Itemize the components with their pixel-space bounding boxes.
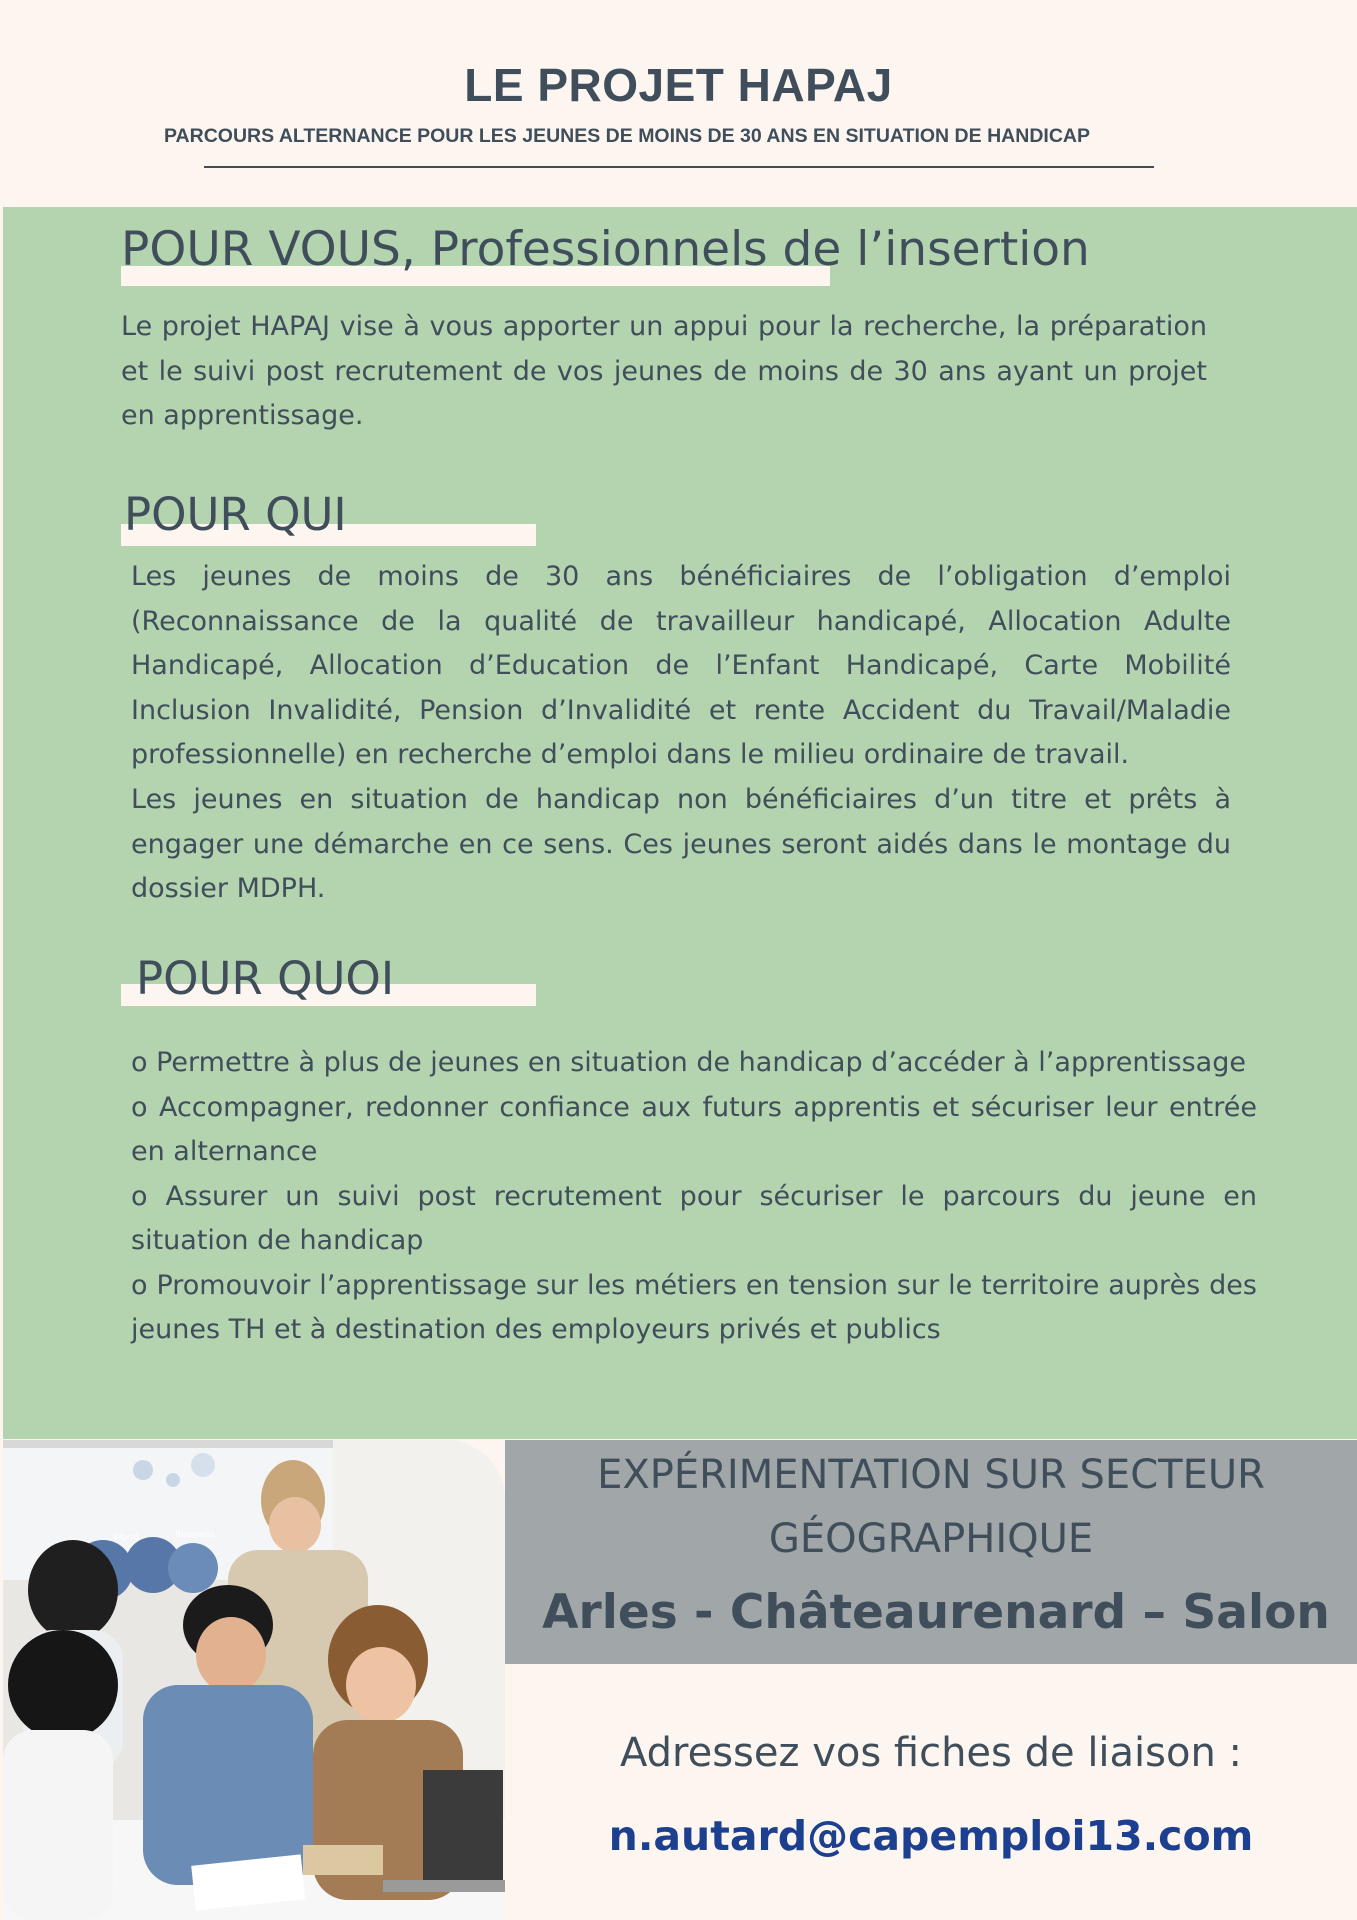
experimentation-title-line2: GÉOGRAPHIQUE <box>768 1516 1094 1562</box>
list-item: o Accompagner, redonner confiance aux futurs apprentis et sécuriser leur entrée en alternance <box>131 1091 1257 1167</box>
page-header <box>0 0 1357 206</box>
page-title: LE PROJET HAPAJ <box>464 59 893 111</box>
experimentation-title-line1: EXPÉRIMENTATION SUR SECTEUR <box>597 1452 1265 1498</box>
contact-label: Adressez vos fiches de liaison : <box>619 1730 1243 1776</box>
objectives-list <box>131 1041 1257 1353</box>
paragraph-pour-qui-2: Les jeunes en situation de handicap non bénéficiaires d’un titre et prêts à engager une démarche en ce sens. Ces jeunes seront aidés dans le montage du dossier MDPH. <box>131 784 1231 904</box>
board-label-world: World <box>113 1533 139 1543</box>
board-label-business: Business <box>175 1530 215 1540</box>
contact-email-link[interactable]: n.autard@capemploi13.com <box>608 1812 1254 1860</box>
header-divider <box>204 166 1154 168</box>
cities-list: Arles - Châteaurenard – Salon <box>542 1585 1330 1640</box>
list-item: o Assurer un suivi post recrutement pour sécuriser le parcours du jeune en situation de handicap <box>131 1180 1257 1256</box>
list-item: o Permettre à plus de jeunes en situation de handicap d’accéder à l’apprentissage <box>131 1047 1246 1078</box>
paragraph-pour-vous: Le projet HAPAJ vise à vous apporter un appui pour la recherche, la préparation et le suivi post recrutement de vos jeunes de moins de 30 ans ayant un projet en apprentissage. <box>121 311 1207 431</box>
list-item: o Promouvoir l’apprentissage sur les métiers en tension sur le territoire auprès des jeunes TH et à destination des employeurs privés et publics <box>131 1269 1257 1345</box>
page-subtitle: PARCOURS ALTERNANCE POUR LES JEUNES DE MOINS DE 30 ANS EN SITUATION DE HANDICAP <box>164 125 1090 147</box>
heading-pour-qui: POUR QUI <box>124 488 347 541</box>
heading-pour-vous: POUR VOUS, Professionnels de l’insertion <box>121 222 1090 277</box>
students-photo <box>3 1440 505 1920</box>
heading-pour-quoi: POUR QUOI <box>136 952 395 1005</box>
students-illustration <box>3 1440 505 1920</box>
paragraph-pour-qui-1: Les jeunes de moins de 30 ans bénéficiaires de l’obligation d’emploi (Reconnaissance de la qualité de travailleur handicapé, Allocation Adulte Handicapé, Allocation d’Education de l’Enfant Handicapé, Carte Mobilité Inclusion Invalidité, Pension d’Invalidité et rente Accident du Travail/Maladie professionnelle) en recherche d’emploi dans le milieu ordinaire de travail. <box>131 561 1231 770</box>
